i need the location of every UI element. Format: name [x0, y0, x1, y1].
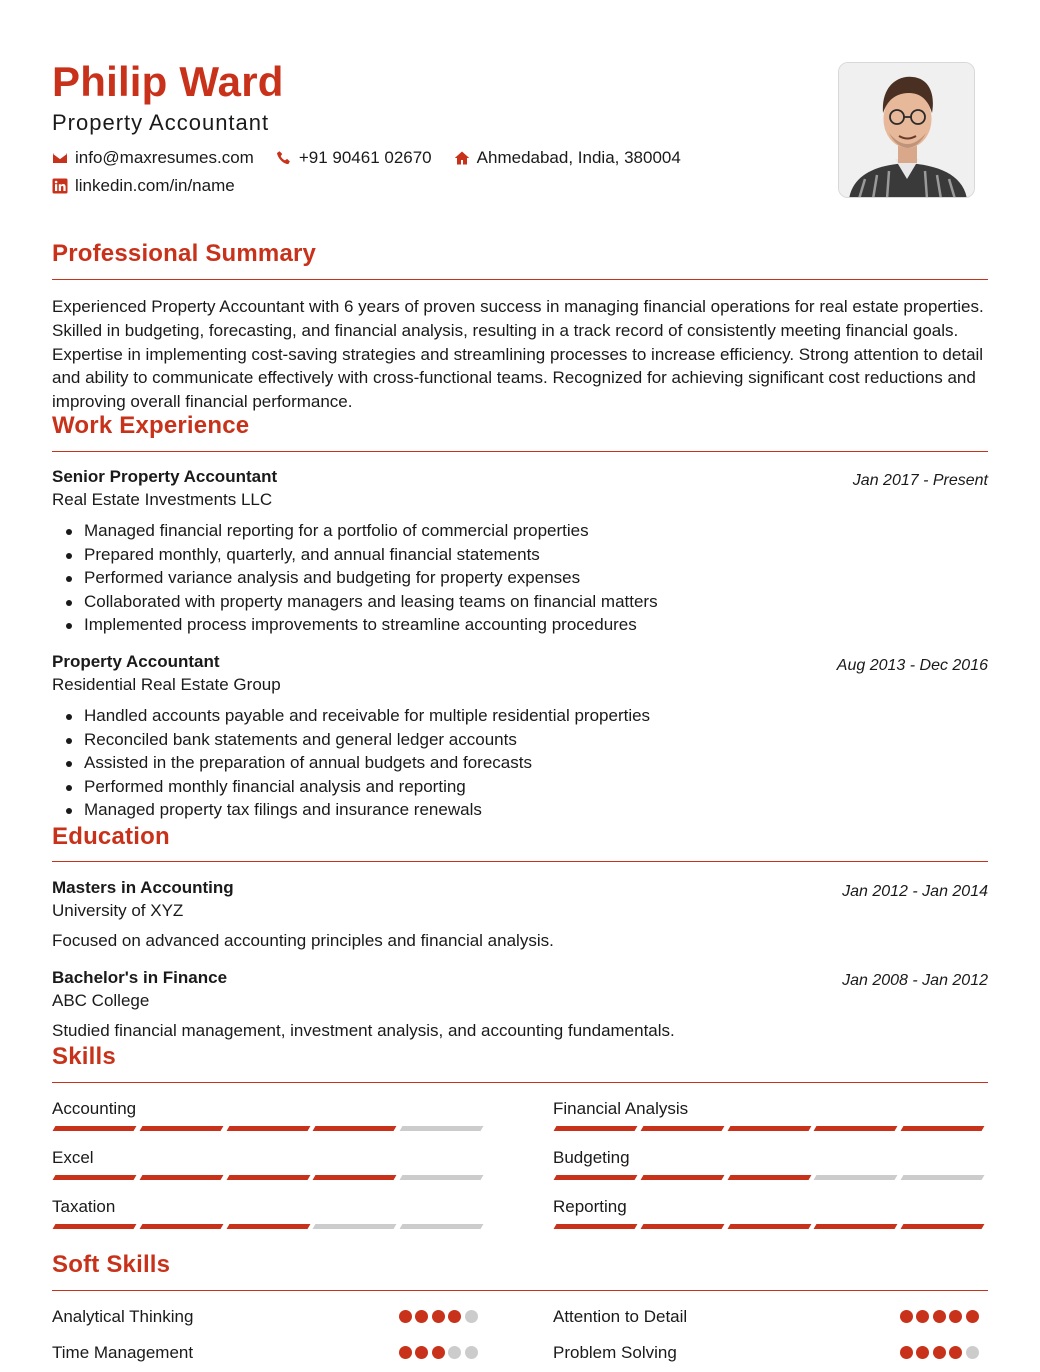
skill-level-bar: [555, 1175, 989, 1181]
skill-segment: [554, 1224, 638, 1229]
rating-dot: [432, 1310, 445, 1323]
rating-dot: [465, 1346, 478, 1359]
soft-skill-name: Analytical Thinking: [52, 1307, 194, 1326]
resume-page: [52, 0, 988, 1372]
soft-skills-divider: [52, 1290, 988, 1291]
phone-icon: [276, 150, 292, 166]
skill-segment: [139, 1224, 223, 1229]
rating-dot: [949, 1346, 962, 1359]
rating-dot: [399, 1310, 412, 1323]
skill-segment: [400, 1175, 484, 1180]
skill-segment: [901, 1175, 985, 1180]
skill-level-bar: [54, 1126, 488, 1132]
phone-text: +91 90461 02670: [298, 148, 432, 167]
home-icon: [454, 150, 470, 166]
school-name: ABC College: [52, 991, 150, 1010]
skill-segment: [640, 1224, 724, 1229]
skill-segment: [226, 1175, 310, 1180]
linkedin-text: linkedin.com/in/name: [75, 176, 235, 195]
job-company: Real Estate Investments LLC: [52, 490, 273, 509]
rating-dot: [900, 1346, 913, 1359]
education-heading: Education: [52, 823, 170, 850]
education-date: Jan 2012 - Jan 2014: [842, 883, 988, 900]
skills-heading: Skills: [52, 1043, 116, 1070]
email-text: info@maxresumes.com: [75, 148, 254, 167]
rating-dot: [900, 1310, 913, 1323]
skill-level-bar: [54, 1175, 488, 1181]
profile-photo: [838, 62, 975, 198]
skill-segment: [313, 1126, 397, 1131]
soft-skill-rating: [896, 1310, 979, 1323]
skill-segment: [226, 1224, 310, 1229]
contact-linkedin[interactable]: [52, 176, 235, 196]
soft-skill-rating: [896, 1346, 979, 1359]
skill-segment: [53, 1224, 137, 1229]
skill-segment: [727, 1175, 811, 1180]
skill-name: Budgeting: [553, 1148, 630, 1167]
skill-segment: [139, 1175, 223, 1180]
job-bullet: Managed financial reporting for a portfolio of commercial properties: [64, 519, 658, 543]
skill-name: Taxation: [52, 1197, 116, 1216]
work-divider: [52, 451, 988, 452]
job-date: Aug 2013 - Dec 2016: [836, 657, 988, 674]
skill-segment: [313, 1175, 397, 1180]
skill-segment: [139, 1126, 223, 1131]
rating-dot: [465, 1310, 478, 1323]
soft-skill-name: Time Management: [52, 1343, 194, 1362]
skill-level-bar: [54, 1224, 488, 1230]
soft-skill-rating: [395, 1310, 478, 1323]
skill-segment: [640, 1126, 724, 1131]
skill-name: Financial Analysis: [553, 1099, 689, 1118]
skill-segment: [727, 1224, 811, 1229]
skill-level-bar: [555, 1126, 989, 1132]
location-text: Ahmedabad, India, 380004: [476, 148, 681, 167]
skill-segment: [53, 1175, 137, 1180]
skill-segment: [727, 1126, 811, 1131]
rating-dot: [399, 1346, 412, 1359]
rating-dot: [448, 1310, 461, 1323]
skills-divider: [52, 1082, 988, 1083]
skill-name: Reporting: [553, 1197, 627, 1216]
skill-segment: [901, 1224, 985, 1229]
skill-segment: [814, 1126, 898, 1131]
skill-segment: [901, 1126, 985, 1131]
linkedin-icon: [52, 178, 68, 194]
skill-segment: [400, 1224, 484, 1229]
soft-skill-rating: [395, 1346, 478, 1359]
job-bullet: Performed monthly financial analysis and reporting: [64, 775, 650, 799]
job-title: Senior Property Accountant: [52, 467, 278, 486]
rating-dot: [415, 1310, 428, 1323]
rating-dot: [933, 1310, 946, 1323]
job-bullets: [64, 704, 650, 822]
candidate-name: Philip Ward: [52, 58, 284, 105]
rating-dot: [966, 1346, 979, 1359]
job-bullet: Prepared monthly, quarterly, and annual financial statements: [64, 543, 658, 567]
skill-segment: [640, 1175, 724, 1180]
rating-dot: [949, 1310, 962, 1323]
job-bullet: Implemented process improvements to streamline accounting procedures: [64, 613, 658, 637]
job-date: Jan 2017 - Present: [852, 472, 988, 489]
skill-name: Excel: [52, 1148, 94, 1167]
skill-level-bar: [555, 1224, 989, 1230]
job-bullet: Assisted in the preparation of annual budgets and forecasts: [64, 751, 650, 775]
rating-dot: [916, 1346, 929, 1359]
work-heading: Work Experience: [52, 412, 250, 439]
job-bullet: Reconciled bank statements and general ledger accounts: [64, 728, 650, 752]
education-desc: Studied financial management, investment analysis, and accounting fundamentals.: [52, 1021, 675, 1040]
soft-skill-name: Problem Solving: [553, 1343, 677, 1362]
skill-segment: [53, 1126, 137, 1131]
summary-divider: [52, 279, 988, 280]
education-divider: [52, 861, 988, 862]
degree-title: Masters in Accounting: [52, 878, 234, 897]
job-title: Property Accountant: [52, 652, 220, 671]
rating-dot: [448, 1346, 461, 1359]
contact-row-1: [52, 148, 703, 168]
job-bullet: Handled accounts payable and receivable for multiple residential properties: [64, 704, 650, 728]
rating-dot: [415, 1346, 428, 1359]
rating-dot: [432, 1346, 445, 1359]
summary-heading: Professional Summary: [52, 240, 317, 267]
skill-segment: [814, 1224, 898, 1229]
skill-segment: [226, 1126, 310, 1131]
skill-segment: [814, 1175, 898, 1180]
skill-name: Accounting: [52, 1099, 137, 1118]
skill-segment: [554, 1126, 638, 1131]
summary-text: Experienced Property Accountant with 6 years of proven success in managing financial operations for real estate properties. Skilled in budgeting, forecasting, and financial analysis, resulting in a track record of consistently meeting financial goals. Expertise in implementing cost-saving strategies and streamlining processes to increase efficiency. Strong attention to detail and ability to communicate effectively with cross-functional teams. Recognized for achieving significant cost reductions and improving overall financial performance.: [52, 297, 984, 412]
job-company: Residential Real Estate Group: [52, 675, 281, 694]
education-desc: Focused on advanced accounting principles and financial analysis.: [52, 931, 554, 950]
contact-location: [454, 148, 681, 168]
skill-segment: [400, 1126, 484, 1131]
portrait-image: [839, 63, 975, 198]
job-bullets: [64, 519, 658, 637]
education-date: Jan 2008 - Jan 2012: [842, 972, 988, 989]
school-name: University of XYZ: [52, 901, 184, 920]
contact-phone[interactable]: [276, 148, 432, 168]
contact-email[interactable]: [52, 148, 254, 168]
degree-title: Bachelor's in Finance: [52, 968, 228, 987]
rating-dot: [916, 1310, 929, 1323]
skill-segment: [313, 1224, 397, 1229]
candidate-title: Property Accountant: [52, 110, 270, 135]
job-bullet: Managed property tax filings and insurance renewals: [64, 798, 650, 822]
soft-skills-heading: Soft Skills: [52, 1251, 171, 1278]
job-bullet: Performed variance analysis and budgeting for property expenses: [64, 566, 658, 590]
rating-dot: [966, 1310, 979, 1323]
rating-dot: [933, 1346, 946, 1359]
job-bullet: Collaborated with property managers and leasing teams on financial matters: [64, 590, 658, 614]
soft-skill-name: Attention to Detail: [553, 1307, 688, 1326]
contact-row-2: [52, 176, 257, 196]
envelope-icon: [52, 150, 68, 166]
skill-segment: [554, 1175, 638, 1180]
